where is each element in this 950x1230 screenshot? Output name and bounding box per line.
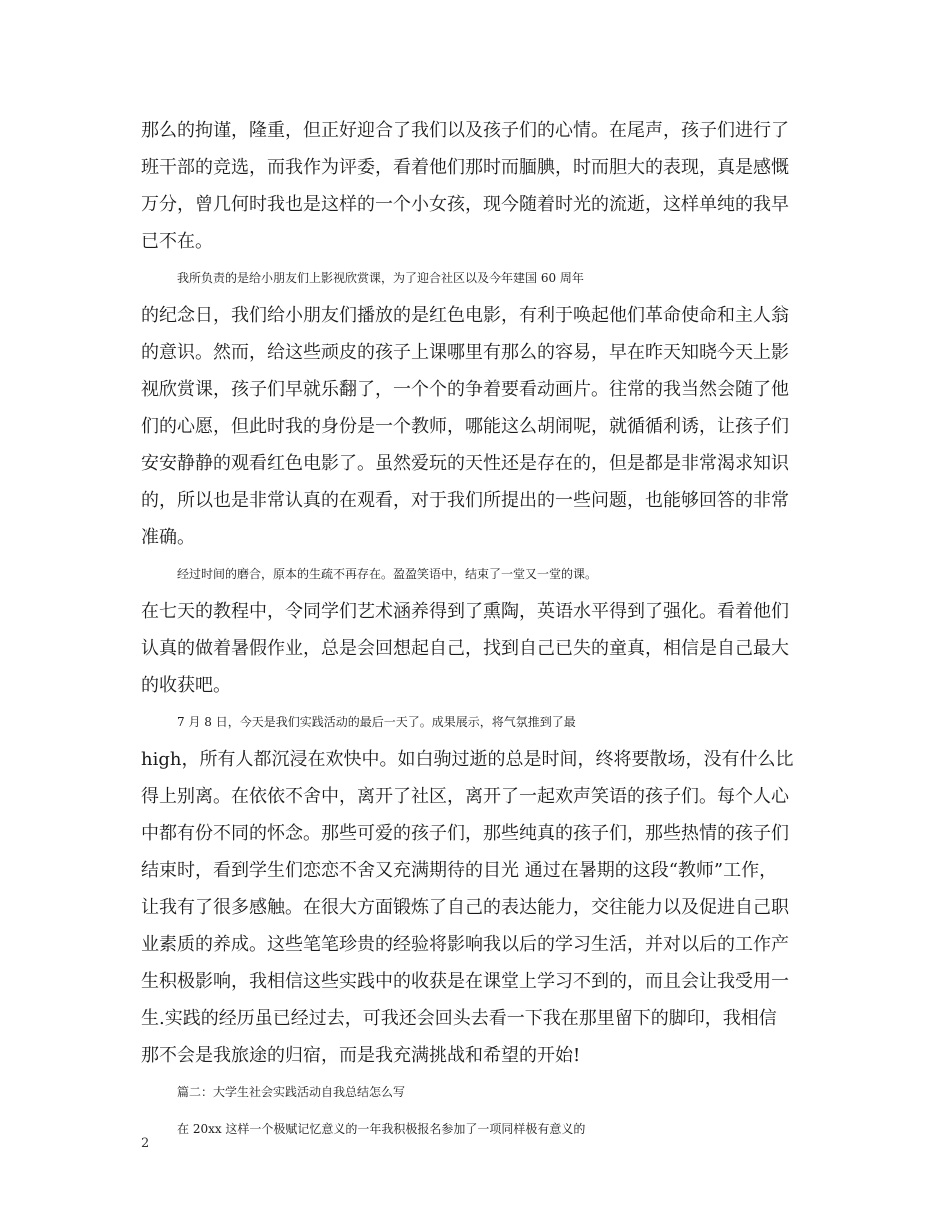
text-line: 篇二：大学生社会实践活动自我总结怎么写 [177, 1085, 406, 1099]
text-line: 业素质的养成。这些笔笔珍贵的经验将影响我以后的学习生活，并对以后的工作产 [141, 934, 789, 955]
text-line: 的意识。然而，给这些顽皮的孩子上课哪里有那么的容易，早在昨天知晓今天上影 [141, 342, 789, 363]
text-line: 们的心愿，但此时我的身份是一个教师，哪能这么胡闹呢，就循循利诱，让孩子们 [141, 416, 789, 437]
text-line: 生积极影响，我相信这些实践中的收获是在课堂上学习不到的，而且会让我受用一 [141, 971, 789, 992]
text-line: 的纪念日，我们给小朋友们播放的是红色电影，有利于唤起他们革命使命和主人翁 [141, 305, 789, 326]
text-line: 生.实践的经历虽已经过去，可我还会回头去看一下我在那里留下的脚印，我相信 [141, 1008, 777, 1029]
text-line: 安安静静的观看红色电影了。虽然爱玩的天性还是存在的，但是都是非常渴求知识 [141, 453, 789, 474]
text-line: 那不会是我旅途的归宿，而是我充满挑战和希望的开始! [141, 1045, 581, 1066]
text-line: 班干部的竞选，而我作为评委，看着他们那时而腼腆，时而胆大的表现，真是感慨 [141, 157, 789, 178]
text-line: 在七天的教程中，令同学们艺术涵养得到了熏陶，英语水平得到了强化。看着他们 [141, 601, 789, 622]
text-line: 得上别离。在依依不舍中，离开了社区，离开了一起欢声笑语的孩子们。每个人心 [141, 786, 789, 807]
text-line: 已不在。 [141, 231, 213, 252]
text-line: 经过时间的磨合，原本的生疏不再存在。盈盈笑语中，结束了一堂又一堂的课。 [177, 567, 598, 581]
text-line: 在 20xx 这样一个极赋记忆意义的一年我积极报名参加了一项同样极有意义的 [177, 1122, 586, 1136]
text-line: 认真的做着暑假作业，总是会回想起自己，找到自己已失的童真，相信是自己最大 [141, 638, 789, 659]
text-line: 我所负责的是给小朋友们上影视欣赏课，为了迎合社区以及今年建国 60 周年 [177, 271, 584, 285]
body-text [141, 112, 811, 1148]
page-number: 2 [141, 1136, 150, 1151]
text-line: 准确。 [141, 527, 195, 548]
text-line: 那么的拘谨，隆重，但正好迎合了我们以及孩子们的心情。在尾声，孩子们进行了 [141, 120, 789, 141]
text-line: high，所有人都沉浸在欢快中。如白驹过逝的总是时间，终将要散场，没有什么比 [141, 749, 794, 770]
text-line: 的收获吧。 [141, 675, 231, 696]
text-line: 7 月 8 日，今天是我们实践活动的最后一天了。成果展示，将气氛推到了最 [177, 715, 576, 729]
text-line: 万分，曾几何时我也是这样的一个小女孩，现今随着时光的流逝，这样单纯的我早 [141, 194, 789, 215]
text-line: 视欣赏课，孩子们早就乐翻了，一个个的争着要看动画片。往常的我当然会随了他 [141, 379, 789, 400]
text-line: 结束时，看到学生们恋恋不舍又充满期待的目光 通过在暑期的这段“教师”工作， [141, 860, 778, 881]
text-line: 让我有了很多感触。在很大方面锻炼了自己的表达能力，交往能力以及促进自己职 [141, 897, 789, 918]
text-line: 的，所以也是非常认真的在观看，对于我们所提出的一些问题，也能够回答的非常 [141, 490, 789, 511]
text-line: 中都有份不同的怀念。那些可爱的孩子们，那些纯真的孩子们，那些热情的孩子们 [141, 823, 789, 844]
